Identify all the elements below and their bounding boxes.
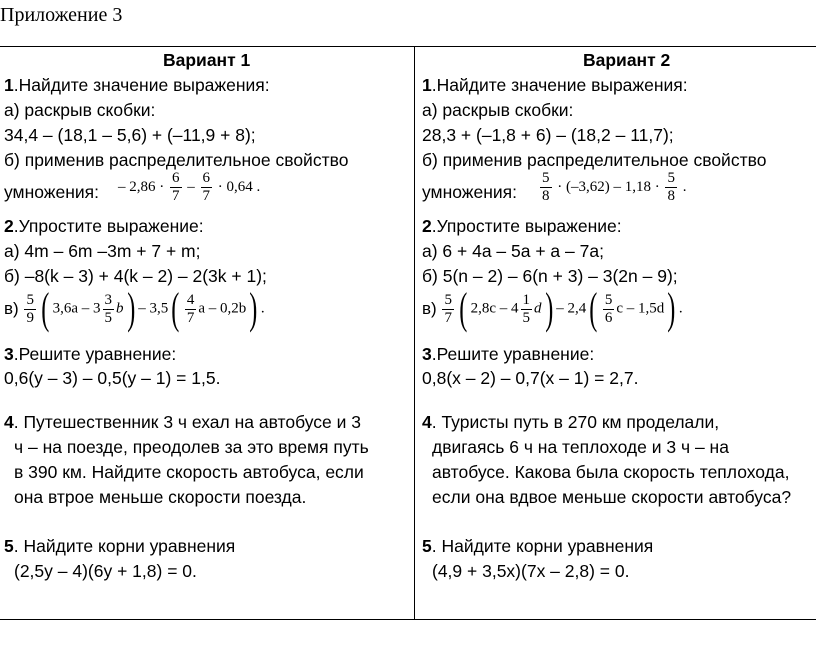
task-1a-label: а) раскрыв скобки: (422, 100, 574, 120)
task-number: 2 (4, 216, 14, 236)
expr-part: . (260, 300, 265, 317)
task-number: 3 (422, 344, 432, 364)
column-divider (414, 46, 415, 620)
task-2v-expression (4, 284, 265, 333)
fraction: $\frac{6}{7}$ (202, 170, 210, 204)
task-4-line-2: двигаясь 6 ч на теплоходе и 3 ч – на (432, 437, 729, 457)
task-text: . Найдите корни уравнения (13, 536, 236, 556)
task-1b-label-2: умножения: (4, 182, 100, 202)
task-text: .Упростите выражение: (431, 216, 622, 236)
paren: ( (459, 284, 468, 333)
task-number: 4 (422, 412, 432, 432)
expr-part: d (534, 300, 542, 317)
task-1b-expression (538, 170, 686, 205)
fraction: $\frac{4}{7}$ (186, 291, 195, 326)
fraction: $\frac{5}{8}$ (542, 170, 550, 204)
task-3-equation: 0,6(y – 3) – 0,5(y – 1) = 1,5. (4, 368, 221, 388)
expr-part: – 3,5 (138, 300, 169, 317)
task-number: 1 (422, 75, 432, 95)
paren: ) (249, 284, 258, 333)
task-4-line-4: она втрое меньше скорости поезда. (14, 487, 307, 507)
task-1b-expression (118, 170, 260, 205)
expr-part: . (678, 300, 683, 317)
task-text: . Туристы путь в 270 км проделали, (431, 412, 720, 432)
task-2-heading (4, 215, 204, 237)
fraction: $\frac{1}{5}$ (522, 291, 531, 326)
fraction: $\frac{6}{7}$ (172, 170, 180, 204)
task-3-heading (422, 343, 594, 365)
task-2a: а) 6 + 4a – 5a + a – 7a; (422, 241, 604, 261)
task-2a: а) 4m – 6m –3m + 7 + m; (4, 241, 201, 261)
task-5-heading (422, 535, 653, 557)
expr-label: в) (422, 299, 437, 318)
expr-label: в) (4, 299, 19, 318)
task-4-line-1 (4, 411, 361, 433)
task-text: .Упростите выражение: (13, 216, 204, 236)
task-1b-label: б) применив распределительное свойство (4, 150, 349, 170)
task-5-equation: (2,5y – 4)(6y + 1,8) = 0. (14, 561, 197, 581)
task-4-line-3: автобусе. Какова была скорость теплохода, (432, 462, 790, 482)
expr-part: b (116, 300, 124, 317)
task-number: 4 (4, 412, 14, 432)
task-text: .Решите уравнение: (13, 344, 177, 364)
expr-part: . (682, 178, 687, 195)
task-text: .Найдите значение выражения: (13, 75, 270, 95)
expr-part: – (187, 178, 195, 195)
table-bottom-border (0, 619, 816, 620)
task-2-heading (422, 215, 622, 237)
task-1-heading (422, 74, 688, 96)
fraction: $\frac{5}{8}$ (667, 170, 675, 204)
task-number: 3 (4, 344, 14, 364)
task-number: 5 (422, 536, 432, 556)
fraction: $\frac{5}{9}$ (26, 291, 34, 326)
task-number: 5 (4, 536, 14, 556)
paren: ) (667, 284, 676, 333)
page-title: Приложение 3 (0, 4, 123, 26)
expr-part: 3,6a – 3 (52, 300, 101, 317)
task-2v-expression (422, 284, 683, 333)
task-text: . Путешественник 3 ч ехал на автобусе и 3 (13, 412, 361, 432)
table-top-border (0, 46, 816, 47)
task-3-heading (4, 343, 176, 365)
paren: ( (589, 284, 598, 333)
task-4-line-3: в 390 км. Найдите скорость автобуса, если (14, 462, 364, 482)
task-text: .Найдите значение выражения: (431, 75, 688, 95)
expr-part: – 2,4 (556, 300, 587, 317)
task-number: 2 (422, 216, 432, 236)
task-4-line-2: ч – на поезде, преодолев за это время путь (14, 437, 369, 457)
variant-1-title: Вариант 1 (163, 50, 251, 70)
paren: ( (41, 284, 50, 333)
paren: ( (171, 284, 180, 333)
expr-part: · (–3,62) – 1,18 · (557, 178, 660, 195)
fraction: $\frac{3}{5}$ (104, 291, 113, 326)
expr-part: · 0,64 . (217, 178, 261, 195)
fraction: $\frac{5}{6}$ (604, 291, 613, 326)
task-2b: б) 5(n – 2) – 6(n + 3) – 3(2n – 9); (422, 266, 678, 286)
task-1a-label: а) раскрыв скобки: (4, 100, 156, 120)
expr-part: c – 1,5d (616, 300, 665, 317)
task-1a-expression: 34,4 – (18,1 – 5,6) + (–11,9 + 8); (4, 125, 256, 145)
task-1b-label-2: умножения: (422, 182, 518, 202)
expr-part: – 2,86 · (118, 178, 165, 195)
fraction: $\frac{5}{7}$ (444, 291, 452, 326)
task-4-line-1 (422, 411, 719, 433)
paren: ) (126, 284, 135, 333)
task-5-equation: (4,9 + 3,5x)(7x – 2,8) = 0. (432, 561, 630, 581)
task-1-heading (4, 74, 270, 96)
task-5-heading (4, 535, 235, 557)
task-text: . Найдите корни уравнения (431, 536, 654, 556)
task-1b-label: б) применив распределительное свойство (422, 150, 767, 170)
paren: ) (544, 284, 553, 333)
task-text: .Решите уравнение: (431, 344, 595, 364)
task-1a-expression: 28,3 + (–1,8 + 6) – (18,2 – 11,7); (422, 125, 674, 145)
variant-2-title: Вариант 2 (583, 50, 671, 70)
task-2b: б) –8(k – 3) + 4(k – 2) – 2(3k + 1); (4, 266, 267, 286)
task-3-equation: 0,8(x – 2) – 0,7(x – 1) = 2,7. (422, 368, 639, 388)
task-4-line-4: если она вдвое меньше скорости автобуса? (432, 487, 792, 507)
task-number: 1 (4, 75, 14, 95)
expr-part: 2,8c – 4 (470, 300, 519, 317)
expr-part: a – 0,2b (198, 300, 247, 317)
